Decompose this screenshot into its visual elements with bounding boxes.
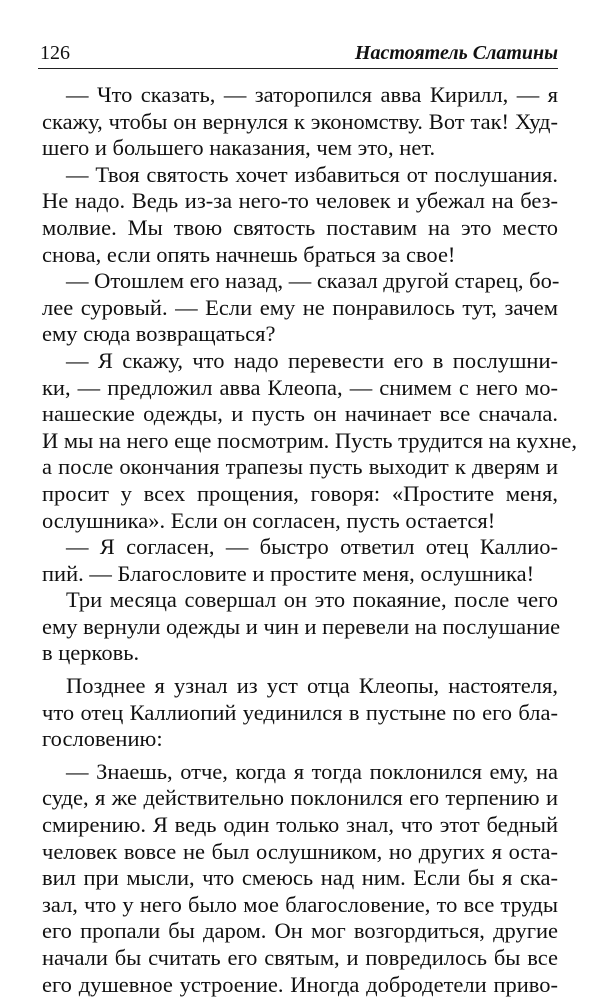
text-line: снова, если опять начнешь браться за свое! [42,241,456,267]
page-header [38,40,558,69]
text-line: скажу, чтобы он вернулся к экономству. Вот так! Худ- [42,108,558,134]
text-line: его душевное устроение. Иногда добродетели приво- [42,971,558,997]
text-line: — Я согласен, — быстро ответил отец Каллио- [66,534,558,560]
text-line: лее суровый. — Если ему не понравилось тут, зачем [42,294,558,320]
text-line: а после окончания трапезы пусть выходит к дверям и [42,454,558,480]
text-line: начали бы считать его святым, и повредилось бы все [42,945,558,970]
body-text [42,82,577,998]
text-line: ему сюда возвращаться? [42,321,276,347]
paragraph [42,347,577,534]
text-line: просит у всех прощения, говоря: «Простите меня, [42,480,558,506]
running-title: Настоятель Слатины [354,42,558,64]
paragraph [42,534,558,587]
text-line: — Я скажу, что надо перевести его в послушни- [66,347,558,373]
text-line: суде, я же действительно поклонился его терпению и [42,785,558,811]
paragraph [42,673,558,753]
text-line: гословению: [42,726,163,752]
text-line: Не надо. Ведь из-за него-то человек и убежал на без- [42,188,558,214]
page-number: 126 [40,42,70,64]
text-line: — Отошлем его назад, — сказал другой старец, бо- [66,268,560,294]
text-line: — Что сказать, — заторопился авва Кирилл, — я [66,82,558,107]
paragraph [42,587,561,667]
text-line: Позднее я узнал из уст отца Клеопы, настоятеля, [66,673,558,699]
text-line: — Знаешь, отче, когда я тогда поклонился ему, на [66,758,558,784]
text-line: шего и большего наказания, чем это, нет. [42,135,436,161]
text-line: вил при мысли, что смеюсь над ним. Если бы я ска- [42,865,558,891]
text-line: что отец Каллиопий уединился в пустыне по его бла- [42,699,558,725]
text-line: зал, что у него было мое благословение, то все труды [42,891,558,917]
text-line: его пропали бы даром. Он мог возгордиться, другие [42,918,558,944]
text-line: человек вовсе не был ослушником, но других я оста- [42,838,558,864]
text-line: И мы на него еще посмотрим. Пусть трудится на кухне, [42,427,577,453]
paragraph [42,268,558,348]
text-line: нашеские одежды, и пусть он начинает все сначала. [42,401,558,427]
text-line: Три месяца совершал он это покаяние, после чего [66,587,558,613]
text-line: ему вернули одежды и чин и перевели на послушание [42,613,561,639]
paragraph [42,759,558,998]
text-line: — Твоя святость хочет избавиться от послушания. [66,161,558,187]
text-line: в церковь. [42,640,140,666]
text-line: ослушника». Если он согласен, пусть остается! [42,507,496,533]
text-line: молвие. Мы твою святость поставим на это место [42,214,558,240]
text-line: смирению. Я ведь один только знал, что этот бедный [42,812,558,838]
text-line: пий. — Благословите и простите меня, ослушника! [42,560,535,586]
text-line: ки, — предложил авва Клеопа, — снимем с него мо- [42,374,558,400]
paragraph [42,82,558,162]
paragraph [42,162,558,268]
